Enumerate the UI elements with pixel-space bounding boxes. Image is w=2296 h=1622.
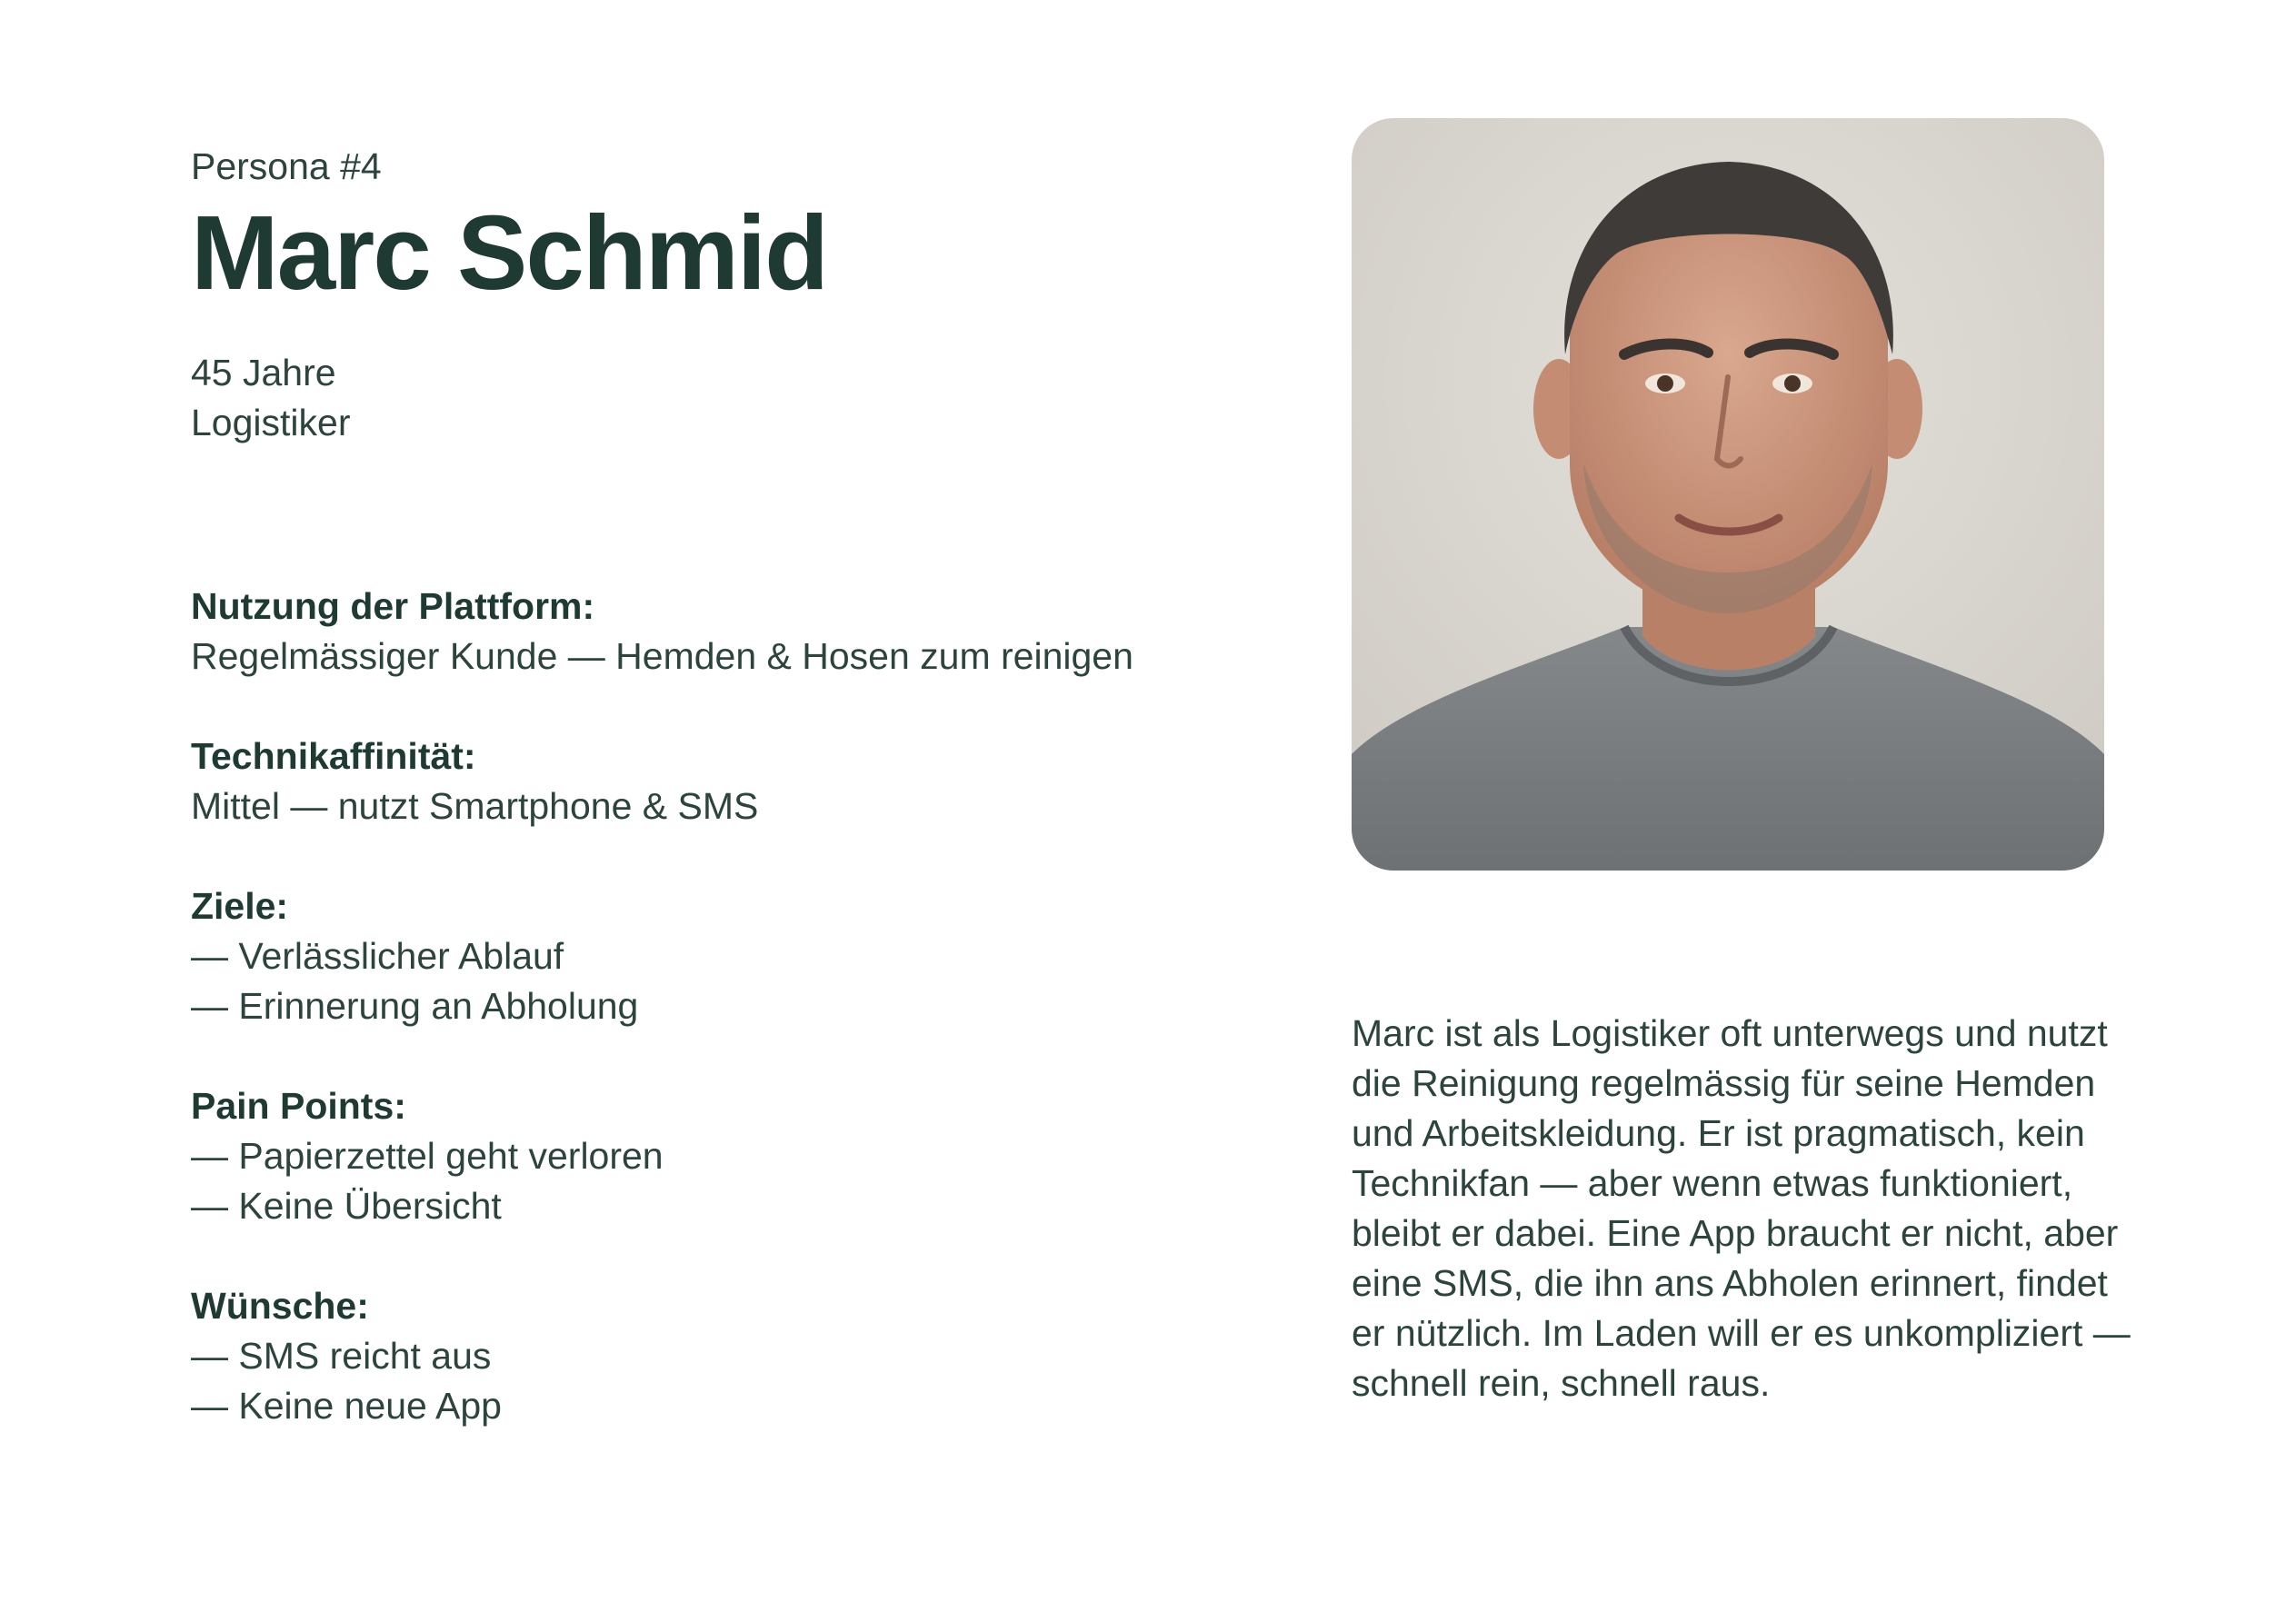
bio-line: Technikfan — aber wenn etwas funktioniert,	[1352, 1162, 2073, 1204]
section-pain-points	[191, 1081, 1327, 1231]
section-line: — Keine Übersicht	[191, 1185, 502, 1227]
persona-name: Marc Schmid	[191, 194, 827, 312]
section-title: Pain Points:	[191, 1085, 406, 1127]
bio-line: Marc ist als Logistiker oft unterwegs und nutzt	[1352, 1012, 2108, 1054]
persona-portrait	[1352, 118, 2104, 871]
section-title: Wünsche:	[191, 1285, 369, 1327]
bio-line: schnell rein, schnell raus.	[1352, 1362, 1771, 1404]
section-tech-affinity	[191, 731, 1327, 831]
section-line: — Keine neue App	[191, 1385, 502, 1427]
section-usage	[191, 582, 1327, 682]
section-title: Technikaffinität:	[191, 735, 476, 777]
bio-line: er nützlich. Im Laden will er es unkompliziert —	[1352, 1312, 2131, 1354]
section-line: Mittel — nutzt Smartphone & SMS	[191, 785, 759, 827]
persona-number: Persona #4	[191, 145, 382, 187]
bio-line: bleibt er dabei. Eine App braucht er nicht, aber	[1352, 1212, 2119, 1254]
persona-bio	[1352, 1009, 2142, 1408]
persona-job: Logistiker	[191, 402, 351, 443]
section-line: — SMS reicht aus	[191, 1335, 492, 1377]
persona-header	[191, 141, 1282, 448]
persona-sections	[191, 582, 1327, 1481]
bio-line: und Arbeitskleidung. Er ist pragmatisch, kein	[1352, 1112, 2085, 1154]
section-line: — Erinnerung an Abholung	[191, 985, 639, 1027]
section-line: — Verlässlicher Ablauf	[191, 935, 564, 977]
section-line: Regelmässiger Kunde — Hemden & Hosen zum reinigen	[191, 635, 1133, 677]
section-title: Nutzung der Plattform:	[191, 585, 595, 627]
section-line: — Papierzettel geht verloren	[191, 1135, 664, 1177]
section-goals	[191, 881, 1327, 1031]
persona-age: 45 Jahre	[191, 352, 336, 393]
section-wishes	[191, 1281, 1327, 1431]
persona-meta	[191, 348, 1282, 448]
bio-line: eine SMS, die ihn ans Abholen erinnert, findet	[1352, 1262, 2108, 1304]
bio-line: die Reinigung regelmässig für seine Hemden	[1352, 1062, 2096, 1104]
section-title: Ziele:	[191, 885, 289, 927]
